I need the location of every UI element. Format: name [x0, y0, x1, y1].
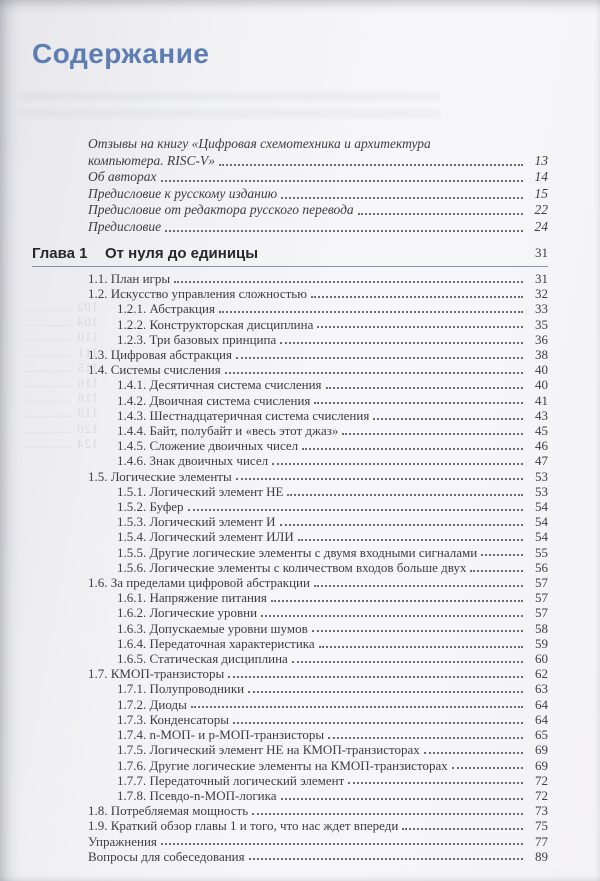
dot-leader: [219, 164, 523, 166]
page-number: 32: [535, 286, 548, 302]
dot-leader: [280, 342, 523, 344]
toc-entry-list: [32, 271, 548, 864]
page-number: 31: [535, 271, 548, 286]
toc-entry-text: 1.4.1. Десятичная система счисления: [117, 377, 322, 393]
front-matter-text: Об авторах: [88, 169, 157, 184]
toc-entry-text: 1.7.1. Полупроводники: [117, 681, 245, 697]
toc-entry-text: 1.2.3. Три базовых принципа: [117, 331, 277, 347]
page-number: 13: [534, 152, 548, 168]
toc-entry-text: 1.5.2. Буфер: [117, 499, 184, 515]
toc-entry-text: 1.7.7. Передаточный логический элемент: [117, 772, 345, 788]
toc-entry-text: 1.5.5. Другие логические элементы с двумя входными сигналами: [117, 544, 478, 560]
page-number: 53: [535, 468, 548, 484]
toc-entry-text: 1.3. Цифровая абстракция: [88, 347, 232, 363]
toc-entry-text: Вопросы для собеседования: [88, 848, 245, 864]
toc-entry: [32, 393, 548, 408]
toc-entry-text: 1.4.4. Байт, полубайт и «весь этот джаз»: [117, 423, 339, 439]
toc-entry: [32, 758, 548, 773]
toc-entry: [32, 332, 548, 347]
dot-leader: [236, 478, 523, 480]
toc-entry: [32, 286, 548, 301]
chapter-title: От нуля до единицы: [105, 245, 259, 262]
toc-entry-text: 1.5. Логические элементы: [88, 468, 232, 484]
toc-entry: [32, 636, 548, 651]
dot-leader: [225, 372, 523, 374]
toc-entry: [32, 453, 548, 468]
bleed-number: 110 ............: [23, 330, 98, 345]
toc-entry: [32, 408, 548, 423]
front-matter-text: компьютера. RISC-V»: [88, 152, 216, 168]
toc-entry: [32, 742, 548, 757]
toc-entry: [32, 697, 548, 712]
page-number: 58: [535, 620, 548, 636]
page-number: 15: [534, 185, 548, 201]
toc-entry: [32, 423, 548, 438]
toc-entry: [32, 484, 548, 499]
chapter-page-number: 31: [535, 245, 548, 260]
page-number: 77: [535, 833, 548, 849]
dot-leader: [191, 706, 523, 708]
bleed-number: 119 ............: [23, 406, 98, 421]
page-number: 69: [535, 742, 548, 758]
page-number: 59: [535, 635, 548, 651]
page-number: 65: [535, 727, 548, 743]
dot-leader: [358, 213, 523, 215]
toc-entry-text: 1.1. План игры: [88, 271, 171, 286]
page-number: 54: [535, 499, 548, 515]
page-number: 60: [535, 651, 548, 667]
page-number: 57: [535, 575, 548, 591]
toc-entry-text: 1.6.5. Статическая дисциплина: [117, 651, 288, 667]
toc-entry-text: 1.7.5. Логический элемент НЕ на КМОП-транзисторах: [117, 742, 420, 758]
dot-leader: [298, 539, 523, 541]
toc-entry: [32, 514, 548, 529]
toc-entry: [32, 666, 548, 681]
dot-leader: [281, 798, 523, 800]
front-matter-text: Отзывы на книгу «Цифровая схемотехника и архитектура: [88, 136, 431, 151]
toc-entry-text: 1.9. Краткий обзор главы 1 и того, что нас ждет впереди: [88, 818, 399, 834]
toc-entry: [32, 727, 548, 742]
toc-entry-text: 1.6.1. Напряжение питания: [117, 590, 267, 606]
toc-entry-text: 1.6. За пределами цифровой абстракции: [88, 575, 310, 591]
toc-entry-text: 1.4. Системы счисления: [88, 362, 221, 378]
bleed-number: 116 ............: [23, 376, 98, 391]
toc-entry: [32, 788, 548, 803]
toc-entry: [32, 545, 548, 560]
page-number: 63: [535, 681, 548, 697]
page-number: 89: [535, 848, 548, 864]
page-number: 75: [535, 818, 548, 834]
toc-entry: [32, 712, 548, 727]
page-number: 36: [535, 331, 548, 347]
dot-leader: [328, 737, 523, 739]
toc-entry: [32, 681, 548, 696]
toc-entry-text: 1.7.6. Другие логические элементы на КМОП-транзисторах: [117, 757, 448, 773]
dot-leader: [311, 296, 523, 298]
dot-leader: [292, 661, 523, 663]
page-number: 46: [535, 438, 548, 454]
toc-entry: [32, 803, 548, 818]
front-matter-text: Предисловие: [88, 218, 162, 234]
page-number: 40: [535, 377, 548, 393]
page-number: 54: [535, 529, 548, 545]
toc-entry-text: 1.5.4. Логический элемент ИЛИ: [117, 529, 294, 545]
toc-entry: [32, 271, 548, 286]
toc-entry: [32, 529, 548, 544]
toc-entry-text: 1.2.1. Абстракция: [117, 301, 215, 317]
toc-entry-text: 1.7. КМОП-транзисторы: [88, 666, 225, 682]
dot-leader: [161, 843, 523, 845]
toc-entry-text: Упражнения: [88, 833, 157, 849]
bleed-number: 120 ............: [22, 421, 98, 436]
toc-entry-text: 1.2. Искусство управления сложностью: [88, 286, 307, 302]
dot-leader: [248, 691, 523, 693]
page-title: Содержание: [32, 38, 210, 69]
dot-leader: [287, 494, 523, 496]
front-matter-list: [32, 136, 548, 235]
page-number: 35: [535, 316, 548, 332]
dot-leader: [319, 646, 523, 648]
front-matter-row: [32, 136, 548, 153]
front-matter-row: [32, 153, 548, 170]
dot-leader: [348, 782, 523, 784]
dot-leader: [314, 402, 523, 404]
dot-leader: [314, 585, 523, 587]
page-number: 57: [535, 605, 548, 621]
page-number: 38: [535, 347, 548, 363]
toc-entry: [32, 834, 548, 849]
front-matter-row: [32, 219, 548, 236]
dot-leader: [161, 180, 523, 182]
dot-leader: [236, 357, 523, 359]
dot-leader: [373, 418, 523, 420]
dot-leader: [281, 197, 523, 199]
dot-leader: [272, 463, 523, 465]
toc-entry: [32, 347, 548, 362]
page-number: 64: [535, 696, 548, 712]
page-number: 64: [535, 711, 548, 727]
page-number: 41: [535, 392, 548, 408]
toc-entry: [32, 317, 548, 332]
bleed-number: 102 ............: [22, 300, 98, 314]
dot-leader: [470, 570, 523, 572]
toc-entry: [32, 499, 548, 514]
toc-entry-text: 1.6.2. Логические уровни: [117, 605, 258, 621]
toc-entry-text: 1.4.3. Шестнадцатеричная система счисления: [117, 407, 370, 423]
toc-entry-text: 1.8. Потребляемая мощность: [88, 803, 249, 819]
bleed-number: 115 ............: [23, 360, 98, 375]
dot-leader: [165, 230, 523, 232]
page-number: 72: [535, 772, 548, 788]
dot-leader: [326, 387, 523, 389]
page-number: 57: [535, 590, 548, 606]
dot-leader: [317, 326, 523, 328]
chapter-heading: [32, 245, 548, 267]
dot-leader: [271, 600, 523, 602]
toc-entry: [32, 849, 548, 864]
bleed-number: 124 ............: [22, 436, 98, 451]
page-number: 22: [534, 202, 548, 217]
toc-entry: [32, 469, 548, 484]
toc-entry: [32, 773, 548, 788]
dot-leader: [312, 630, 523, 632]
dot-leader: [252, 813, 523, 815]
page-number: 55: [535, 544, 548, 560]
toc-entry: [32, 575, 548, 590]
toc-entry: [32, 377, 548, 392]
dot-leader: [188, 509, 523, 511]
toc-entry-text: 1.7.3. Конденсаторы: [117, 711, 229, 727]
page-number: 45: [535, 423, 548, 439]
bleed-number: 104 ............: [22, 315, 98, 330]
toc-entry: [32, 605, 548, 620]
bleed-number: 118 ............: [23, 391, 98, 406]
page-number: 56: [535, 559, 548, 575]
front-matter-text: Предисловие к русскому изданию: [88, 185, 278, 201]
toc-entry: [32, 301, 548, 316]
page-number: 62: [535, 666, 548, 682]
toc-entry-text: 1.7.2. Диоды: [117, 696, 187, 712]
page-number: 24: [534, 218, 548, 234]
chapter-label: Глава 1: [32, 245, 88, 262]
dot-leader: [261, 615, 523, 617]
toc-entry-text: 1.5.6. Логические элементы с количеством входов больше двух: [117, 559, 467, 575]
page-number: 72: [535, 787, 548, 803]
toc-entry-text: 1.6.4. Передаточная характеристика: [117, 635, 315, 651]
page-number: 53: [535, 483, 548, 499]
toc-entry: [32, 651, 548, 666]
dot-leader: [402, 828, 523, 830]
dot-leader: [249, 858, 523, 860]
dot-leader: [452, 767, 523, 769]
dot-leader: [280, 524, 523, 526]
page-number: 14: [534, 169, 548, 184]
toc-entry: [32, 818, 548, 833]
bleed-number: 111 ............: [23, 345, 98, 360]
toc-entry-text: 1.4.2. Двоичная система счисления: [117, 392, 311, 408]
front-matter-row: [32, 186, 548, 203]
page-number: 73: [535, 803, 548, 819]
page-number: 47: [535, 453, 548, 469]
toc-entry-text: 1.7.4. n-МОП- и p-МОП-транзисторы: [117, 727, 325, 743]
dot-leader: [302, 448, 523, 450]
toc-entry: [32, 362, 548, 377]
toc-entry-text: 1.2.2. Конструкторская дисциплина: [117, 316, 314, 332]
dot-leader: [481, 554, 523, 556]
toc-entry: [32, 621, 548, 636]
toc-entry-text: 1.5.3. Логический элемент И: [117, 514, 276, 530]
front-matter-text: Предисловие от редактора русского перевода: [88, 202, 354, 217]
dot-leader: [219, 311, 523, 313]
dot-leader: [342, 433, 523, 435]
page-number: 54: [535, 514, 548, 530]
front-matter-row: [32, 202, 548, 219]
dot-leader: [228, 676, 523, 678]
dot-leader: [233, 722, 523, 724]
toc-entry-text: 1.6.3. Допускаемые уровни шумов: [117, 620, 308, 636]
toc-entry-text: 1.7.8. Псевдо-n-МОП-логика: [117, 787, 277, 803]
toc-entry-text: 1.4.5. Сложение двоичных чисел: [117, 438, 299, 454]
page-number: 43: [535, 407, 548, 423]
page-number: 69: [535, 757, 548, 773]
toc-entry-text: 1.4.6. Знак двоичных чисел: [117, 453, 269, 469]
toc-entry: [32, 560, 548, 575]
dot-leader: [424, 752, 523, 754]
toc-entry-text: 1.5.1. Логический элемент НЕ: [117, 483, 284, 499]
toc-entry: [32, 438, 548, 453]
dot-leader: [174, 281, 523, 283]
front-matter-row: [32, 169, 548, 186]
page-number: 33: [535, 301, 548, 317]
toc-entry: [32, 590, 548, 605]
page-number: 40: [535, 362, 548, 378]
